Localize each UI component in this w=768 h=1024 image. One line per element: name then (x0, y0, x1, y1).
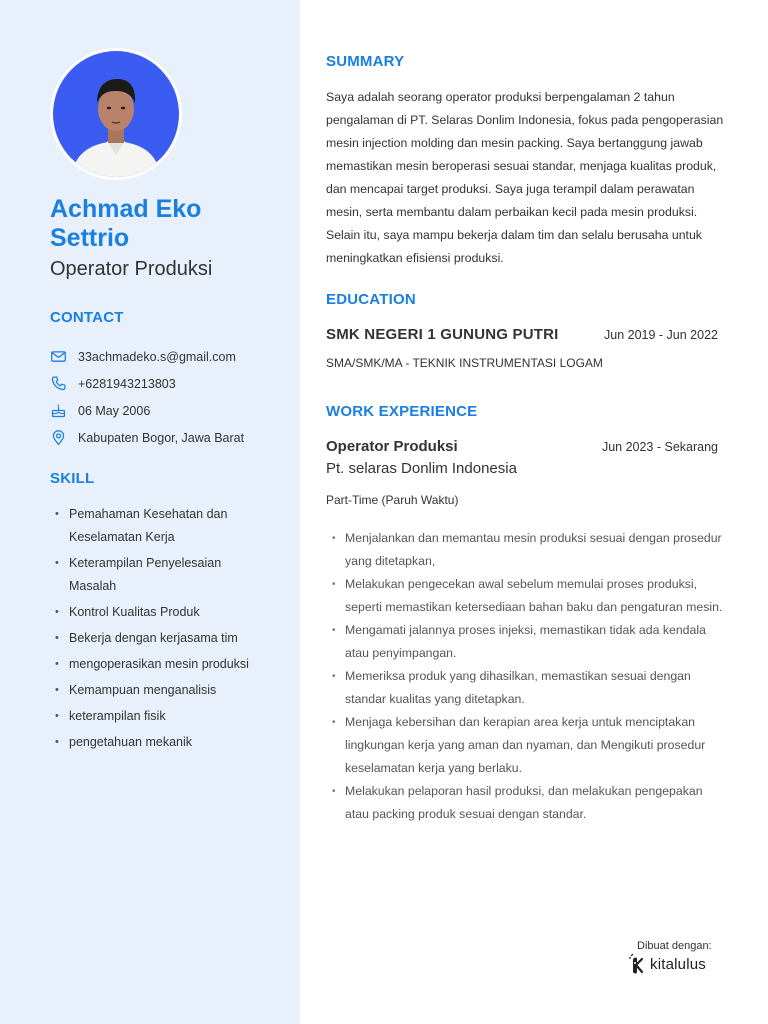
job-type: Part-Time (Paruh Waktu) (326, 493, 459, 507)
contact-birthdate (50, 397, 290, 424)
mail-icon (50, 348, 67, 365)
cake-icon (50, 402, 67, 419)
full-name: Achmad Eko Settrio (50, 195, 202, 252)
location-pin-icon (50, 429, 67, 446)
contact-phone-text: +6281943213803 (78, 376, 176, 391)
summary-heading: SUMMARY (326, 53, 405, 70)
education-date: Jun 2019 - Jun 2022 (604, 328, 718, 342)
list-item: • mengoperasikan mesin produksi (55, 653, 265, 676)
contact-list (50, 343, 290, 451)
contact-heading: CONTACT (50, 309, 124, 326)
education-school: SMK NEGERI 1 GUNUNG PUTRI (326, 326, 559, 343)
list-item: • Keterampilan Penyelesaian Masalah (55, 552, 265, 598)
job-role: Operator Produksi (50, 258, 213, 280)
contact-email (50, 343, 290, 370)
footer-caption: Dibuat dengan: (637, 940, 712, 952)
sidebar (0, 0, 300, 1024)
list-item: • pengetahuan mekanik (55, 731, 265, 754)
list-item: • keterampilan fisik (55, 705, 265, 728)
work-heading: WORK EXPERIENCE (326, 403, 478, 420)
skill-list (55, 503, 265, 757)
kitalulus-logo-icon (627, 952, 647, 976)
list-item: • Melakukan pelaporan hasil produksi, dan melakukan pengepakan atau packing produk sesuai dengan standar. (332, 780, 727, 826)
duty-list (332, 527, 727, 826)
education-heading: EDUCATION (326, 291, 416, 308)
contact-phone (50, 370, 290, 397)
avatar (53, 51, 179, 177)
contact-birthdate-text: 06 May 2006 (78, 403, 151, 418)
contact-location (50, 424, 290, 451)
list-item: • Menjalankan dan memantau mesin produksi sesuai dengan prosedur yang ditetapkan, (332, 527, 727, 573)
skill-heading: SKILL (50, 470, 95, 487)
list-item: • Kontrol Kualitas Produk (55, 601, 265, 624)
list-item: • Melakukan pengecekan awal sebelum memulai proses produksi, seperti memastikan ketersediaan bahan baku dan pengaturan mesin. (332, 573, 727, 619)
profile-photo (50, 48, 182, 180)
footer-logo (627, 952, 706, 976)
contact-location-text: Kabupaten Bogor, Jawa Barat (78, 430, 245, 445)
list-item: • Memeriksa produk yang dihasilkan, memastikan sesuai dengan standar kualitas yang ditetapkan. (332, 665, 727, 711)
person-portrait-icon (53, 51, 179, 177)
job-date: Jun 2023 - Sekarang (601, 440, 718, 454)
list-item: • Pemahaman Kesehatan dan Keselamatan Kerja (55, 503, 265, 549)
list-item: • Mengamati jalannya proses injeksi, memastikan tidak ada kendala atau penyimpangan. (332, 619, 727, 665)
job-title: Operator Produksi (326, 438, 458, 455)
contact-email-text: 33achmadeko.s@gmail.com (78, 349, 236, 364)
list-item: • Bekerja dengan kerjasama tim (55, 627, 265, 650)
summary-text: Saya adalah seorang operator produksi berpengalaman 2 tahun pengalaman di PT. Selaras Donlim Indonesia, fokus pada pengoperasian mesin injection molding dan mesin packing. Saya bertanggung jawab memastikan mesin beroperasi sesuai standar, menjaga kualitas produk, dan mencapai target produksi. Saya juga terampil dalam perawatan mesin, serta membantu dalam perbaikan kecil pada mesin produksi. Selain itu, saya mampu bekerja dalam tim dan selalu berusaha untuk meningkatkan efisiensi produksi. (326, 90, 724, 265)
footer-branding (627, 938, 727, 978)
phone-icon (50, 375, 67, 392)
footer-brand: kitalulus (650, 955, 706, 973)
list-item: • Menjaga kebersihan dan kerapian area kerja untuk menciptakan lingkungan kerja yang aman dan nyaman, dan Mengikuti prosedur keselamatan kerja yang berlaku. (332, 711, 727, 780)
education-degree: SMA/SMK/MA - TEKNIK INSTRUMENTASI LOGAM (326, 356, 603, 370)
job-company: Pt. selaras Donlim Indonesia (326, 460, 517, 477)
list-item: • Kemampuan menganalisis (55, 679, 265, 702)
